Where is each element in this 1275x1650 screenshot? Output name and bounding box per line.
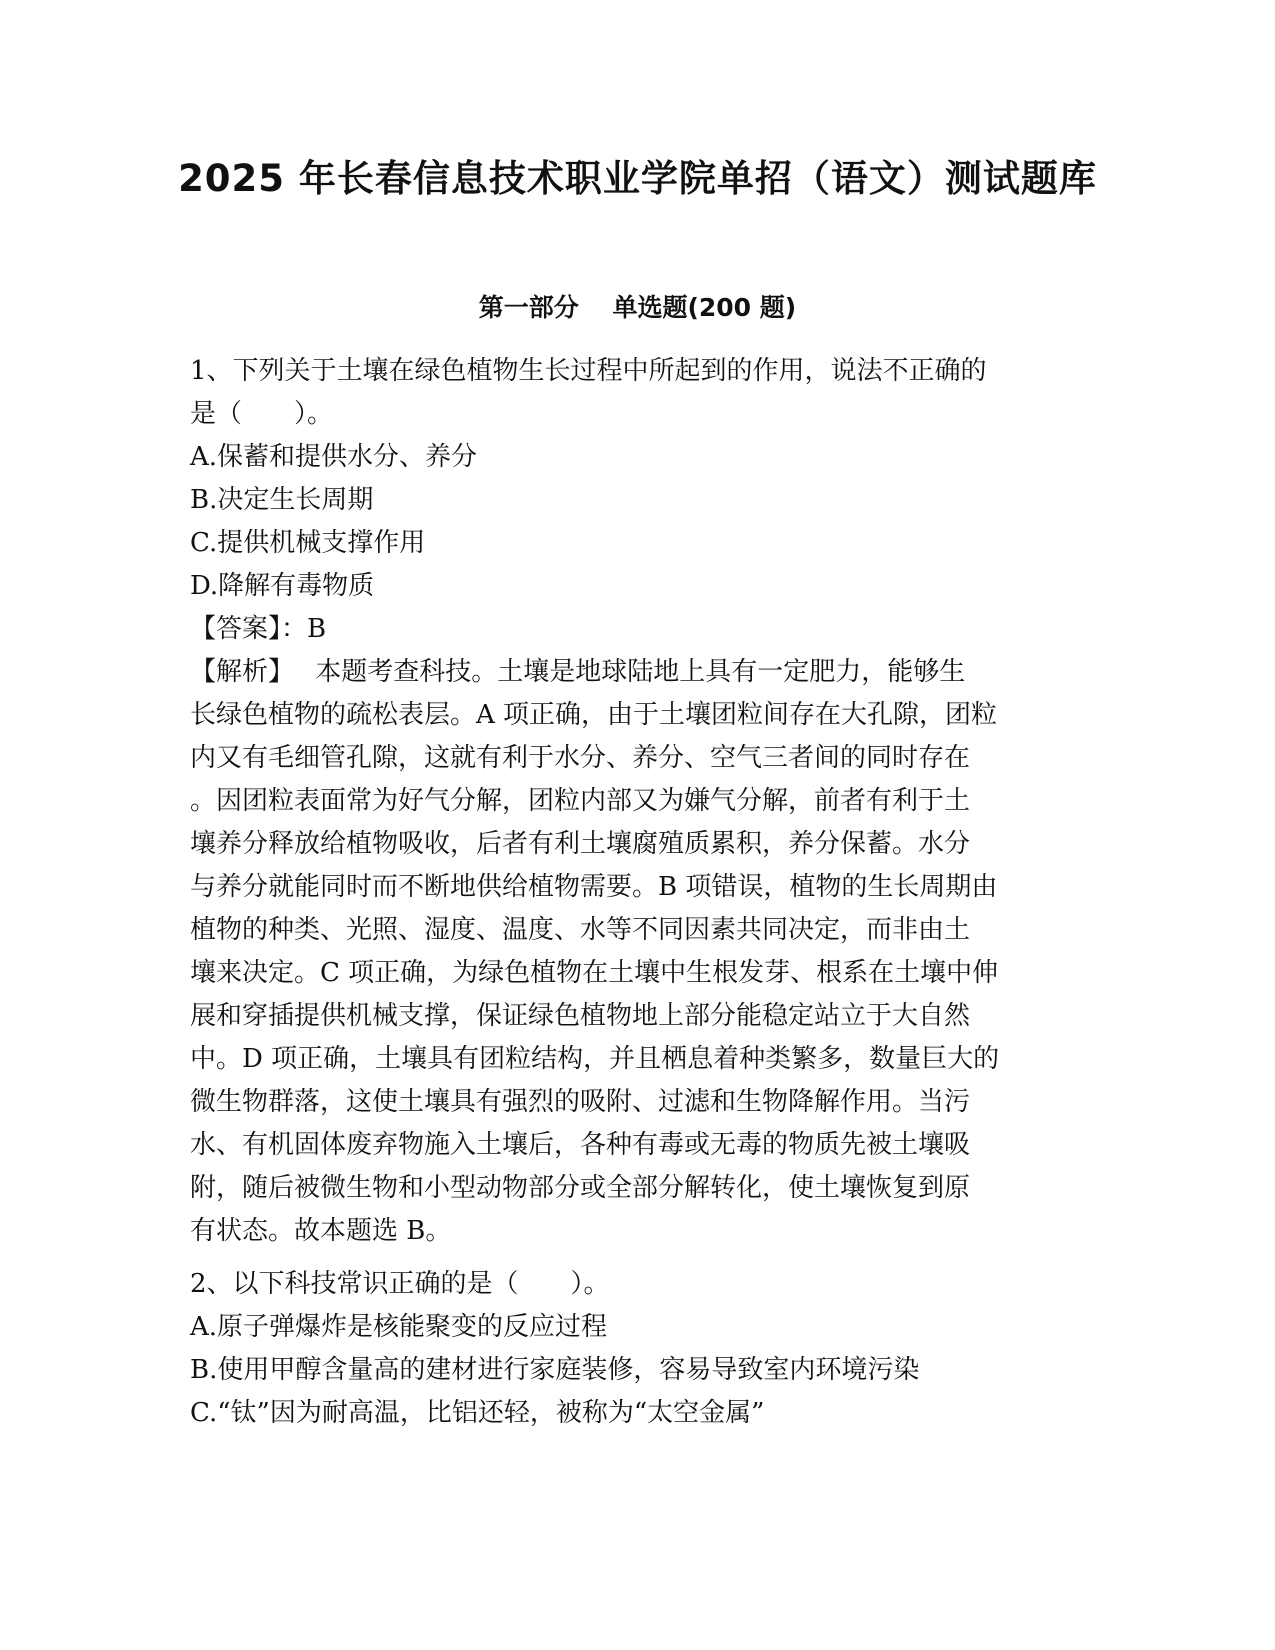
- option-b: B.决定生长周期: [190, 485, 374, 515]
- analysis-line: 壤养分释放给植物吸收，后者有利土壤腐殖质累积，养分保蓄。水分: [190, 829, 971, 859]
- question-1: [190, 350, 1090, 1253]
- analysis-line: 展和穿插提供机械支撑，保证绿色植物地上部分能稳定站立于大自然: [190, 1001, 971, 1031]
- question-2: [190, 1263, 1090, 1435]
- question-stem-line: 2、以下科技常识正确的是（ ）。: [190, 1269, 610, 1299]
- option-c: C.“钛”因为耐高温，比铝还轻，被称为“太空金属”: [190, 1398, 765, 1428]
- analysis-line: 长绿色植物的疏松表层。A 项正确，由于土壤团粒间存在大孔隙，团粒: [190, 700, 998, 730]
- analysis-line: 。因团粒表面常为好气分解，团粒内部又为嫌气分解，前者有利于土: [190, 786, 971, 816]
- analysis-line: 微生物群落，这使土壤具有强烈的吸附、过滤和生物降解作用。当污: [190, 1087, 971, 1117]
- analysis-line: 内又有毛细管孔隙，这就有利于水分、养分、空气三者间的同时存在: [190, 743, 971, 773]
- question-stem-line: 1、下列关于土壤在绿色植物生长过程中所起到的作用，说法不正确的: [190, 356, 987, 386]
- analysis-line: 中。D 项正确，土壤具有团粒结构，并且栖息着种类繁多，数量巨大的: [190, 1044, 1000, 1074]
- option-d: D.降解有毒物质: [190, 571, 375, 601]
- question-stem-line: 是（ ）。: [190, 399, 334, 429]
- analysis-line: 【解析】 本题考查科技。土壤是地球陆地上具有一定肥力，能够生: [190, 657, 966, 687]
- analysis-line: 植物的种类、光照、湿度、温度、水等不同因素共同决定，而非由土: [190, 915, 971, 945]
- option-a: A.保蓄和提供水分、养分: [190, 442, 478, 472]
- option-c: C.提供机械支撑作用: [190, 528, 426, 558]
- analysis-line: 壤来决定。C 项正确，为绿色植物在土壤中生根发芽、根系在土壤中伸: [190, 958, 999, 988]
- option-a: A.原子弹爆炸是核能聚变的反应过程: [190, 1312, 608, 1342]
- answer-line: 【答案】：B: [190, 614, 327, 644]
- analysis-line: 有状态。故本题选 B。: [190, 1216, 452, 1246]
- analysis-line: 附，随后被微生物和小型动物部分或全部分解转化，使土壤恢复到原: [190, 1173, 971, 1203]
- document-title: 2025 年长春信息技术职业学院单招（语文）测试题库: [178, 157, 1097, 200]
- analysis-line: 水、有机固体废弃物施入土壤后，各种有毒或无毒的物质先被土壤吸: [190, 1130, 971, 1160]
- analysis-line: 与养分就能同时而不断地供给植物需要。B 项错误，植物的生长周期由: [190, 872, 998, 902]
- section-heading: 第一部分 单选题(200 题): [478, 293, 797, 322]
- option-b: B.使用甲醇含量高的建材进行家庭装修，容易导致室内环境污染: [190, 1355, 920, 1385]
- question-list: [190, 350, 1090, 1435]
